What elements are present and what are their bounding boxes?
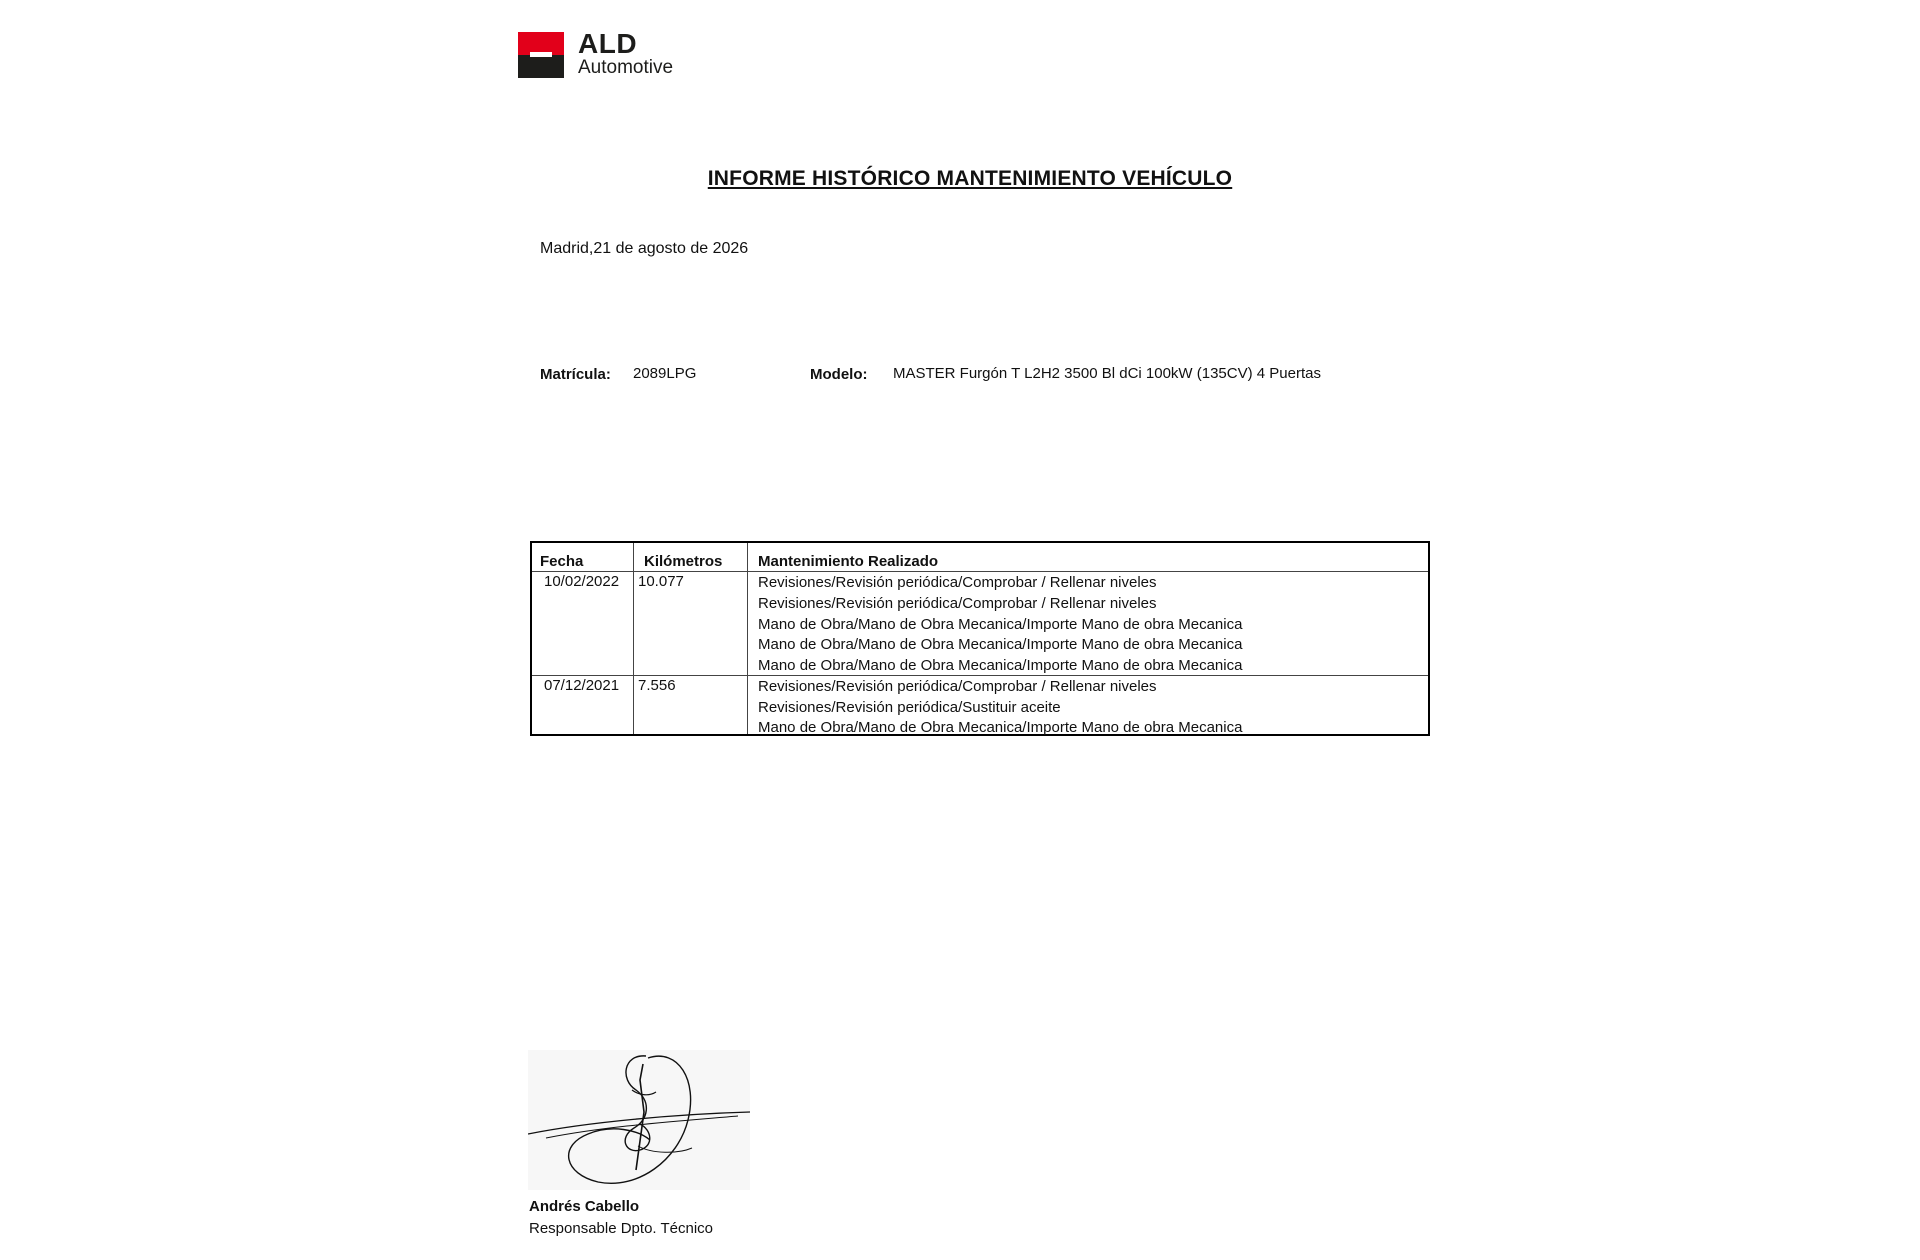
logo-sub: Automotive bbox=[578, 57, 674, 78]
row-1-item: Revisiones/Revisión periódica/Comprobar / Rellenar niveles bbox=[758, 574, 1157, 591]
row-2-item: Revisiones/Revisión periódica/Comprobar / Rellenar niveles bbox=[758, 678, 1157, 695]
row-2-item: Revisiones/Revisión periódica/Sustituir aceite bbox=[758, 699, 1061, 716]
row-1-item: Mano de Obra/Mano de Obra Mecanica/Importe Mano de obra Mecanica bbox=[758, 657, 1243, 674]
row-2-item: Mano de Obra/Mano de Obra Mecanica/Importe Mano de obra Mecanica bbox=[758, 719, 1243, 736]
plate-label: Matrícula: bbox=[540, 366, 611, 383]
model-value: MASTER Furgón T L2H2 3500 Bl dCi 100kW (135CV) 4 Puertas bbox=[893, 365, 1321, 382]
row-1-item: Mano de Obra/Mano de Obra Mecanica/Importe Mano de obra Mecanica bbox=[758, 636, 1243, 653]
header-kilometros: Kilómetros bbox=[644, 553, 723, 570]
row-1-item: Mano de Obra/Mano de Obra Mecanica/Importe Mano de obra Mecanica bbox=[758, 616, 1243, 633]
model-label: Modelo: bbox=[810, 366, 868, 383]
row-2-date: 07/12/2021 bbox=[544, 677, 620, 694]
plate-value: 2089LPG bbox=[633, 365, 697, 382]
page-title: INFORME HISTÓRICO MANTENIMIENTO VEHÍCULO bbox=[707, 167, 1233, 190]
logo-mark-icon bbox=[518, 32, 564, 78]
handwritten-signature bbox=[528, 1050, 750, 1190]
row-1-item: Revisiones/Revisión periódica/Comprobar / Rellenar niveles bbox=[758, 595, 1157, 612]
header-fecha: Fecha bbox=[540, 553, 584, 570]
maintenance-table bbox=[530, 541, 1430, 736]
signer-role: Responsable Dpto. Técnico bbox=[529, 1220, 713, 1237]
ald-automotive-logo bbox=[518, 30, 693, 80]
row-1-date: 10/02/2022 bbox=[544, 573, 620, 590]
row-2-km: 7.556 bbox=[638, 677, 676, 694]
header-mantenimiento: Mantenimiento Realizado bbox=[758, 553, 939, 570]
row-1-km: 10.077 bbox=[638, 573, 684, 590]
signer-name: Andrés Cabello bbox=[529, 1198, 640, 1215]
logo-brand: ALD bbox=[578, 28, 638, 59]
report-date: Madrid,21 de agosto de 2026 bbox=[540, 240, 749, 257]
